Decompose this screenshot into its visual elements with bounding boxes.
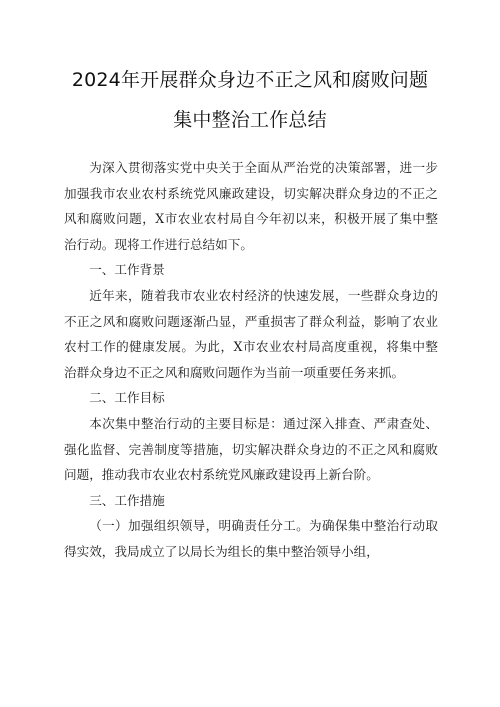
document-body <box>64 155 438 565</box>
measures-paragraph: （一）加强组织领导，明确责任分工。为确保集中整治行动取得实效，我局成立了以局长为组长的集中整治领导小组， <box>64 518 438 559</box>
goals-paragraph: 本次集中整治行动的主要目标是：通过深入排查、严肃查处、强化监督、完善制度等措施，切实解决群众身边的不正之风和腐败问题，推动我市农业农村系统党风廉政建设再上新台阶。 <box>64 415 438 483</box>
background-paragraph: 近年来，随着我市农业农村经济的快速发展，一些群众身边的不正之风和腐败问题逐渐凸显，严重损害了群众利益，影响了农业农村工作的健康发展。为此，X市农业农村局高度重视，将集中整治群众身边不正之风和腐败问题作为当前一项重要任务来抓。 <box>64 287 438 380</box>
section-heading-background: 一、工作背景 <box>89 262 165 278</box>
section-heading-goals: 二、工作目标 <box>89 390 165 406</box>
document-title-line-2: 集中整治工作总结 <box>173 109 327 131</box>
intro-paragraph: 为深入贯彻落实党中央关于全面从严治党的决策部署，进一步加强我市农业农村系统党风廉政建设，切实解决群众身边的不正之风和腐败问题，X市农业农村局自今年初以来，积极开展了集中整治行动。现将工作进行总结如下。 <box>64 160 438 252</box>
document-title-line-1: 2024年开展群众身边不正之风和腐败问题 <box>71 69 429 91</box>
section-heading-measures: 三、工作措施 <box>89 492 165 508</box>
